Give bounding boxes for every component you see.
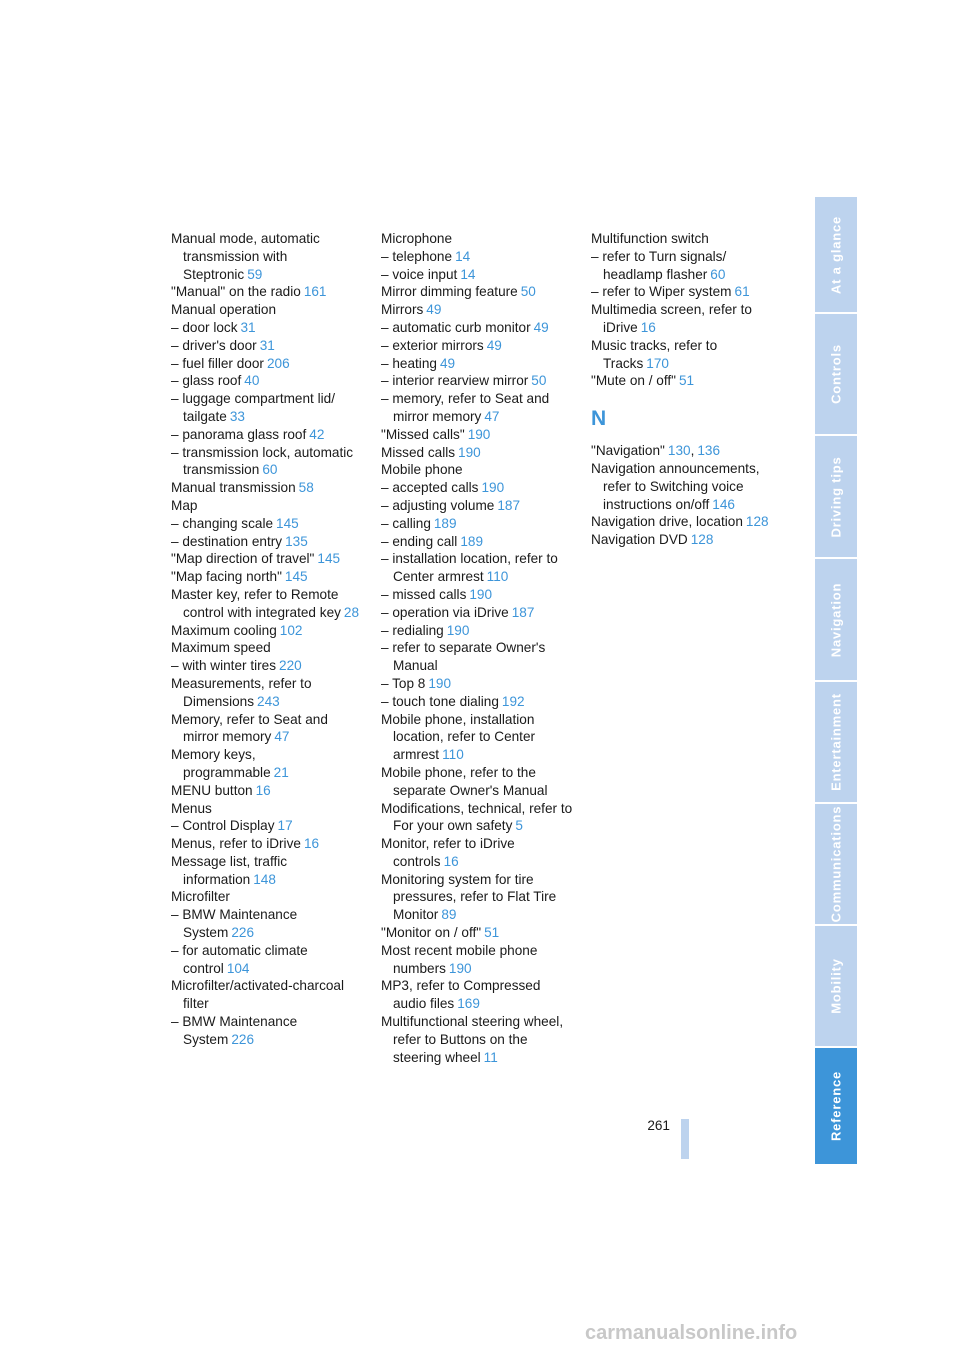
index-entry xyxy=(381,319,573,337)
page-reference-link[interactable]: 16 xyxy=(303,836,320,852)
index-entry xyxy=(381,497,573,515)
index-entry xyxy=(171,479,363,497)
index-entry-text: Missed calls xyxy=(381,444,456,460)
page-reference-link[interactable]: 49 xyxy=(533,319,549,335)
page-number-bar xyxy=(681,1119,689,1159)
page-reference-link[interactable]: 17 xyxy=(277,818,293,834)
page-reference-link[interactable]: 16 xyxy=(443,853,459,869)
index-entry-text: Maximum cooling xyxy=(171,622,277,638)
index-entry xyxy=(381,301,573,319)
index-entry xyxy=(171,497,363,515)
page-reference-link[interactable]: 42 xyxy=(309,426,325,442)
index-entry-text: Memory keys, programmable xyxy=(171,747,271,780)
index-entry-text: Mobile phone xyxy=(381,462,463,478)
page-reference-link[interactable]: 189 xyxy=(433,515,457,531)
index-entry xyxy=(171,817,363,835)
index-letter-heading: N xyxy=(591,407,607,431)
index-entry-text: "Mute on / off" xyxy=(591,373,676,389)
index-entry xyxy=(171,355,363,373)
page-reference-link[interactable]: 49 xyxy=(439,355,456,371)
page-reference-link[interactable]: 192 xyxy=(501,693,525,709)
page-reference-link[interactable]: 31 xyxy=(240,319,256,335)
page-reference-link[interactable]: 130 xyxy=(667,443,691,459)
index-entry xyxy=(381,604,573,622)
section-tab-driving-tips[interactable] xyxy=(815,436,857,559)
index-entry xyxy=(171,835,363,853)
page-reference-link[interactable]: 49 xyxy=(426,302,442,318)
index-entry-text: – interior rearview mirror xyxy=(381,373,529,389)
page-reference-link[interactable]: 226 xyxy=(231,925,255,941)
index-entry xyxy=(381,924,573,942)
watermark: carmanualsonline.info xyxy=(585,1322,798,1344)
index-entry xyxy=(381,461,573,479)
index-entry-text: – heating xyxy=(381,355,437,371)
index-entry-text: Maximum speed xyxy=(171,640,271,656)
index-entry-text: "Map facing north" xyxy=(171,569,282,585)
index-entry xyxy=(381,230,573,248)
index-entry xyxy=(171,426,363,444)
page-reference-link[interactable]: 47 xyxy=(484,408,500,424)
page-reference-link[interactable]: 148 xyxy=(253,871,276,887)
index-entry xyxy=(381,622,573,640)
index-entry xyxy=(171,977,363,1013)
index-entry-text: – missed calls xyxy=(381,586,467,602)
index-entry xyxy=(381,372,573,390)
index-entry xyxy=(171,533,363,551)
page-reference-link[interactable]: 243 xyxy=(257,693,280,709)
index-entry xyxy=(171,906,363,942)
page-reference-link[interactable]: 31 xyxy=(259,337,275,353)
page-reference-link[interactable]: 110 xyxy=(442,747,464,763)
index-entry xyxy=(591,230,783,248)
index-entry xyxy=(381,515,573,533)
index-entry xyxy=(381,835,573,871)
index-entry-text: Manual transmission xyxy=(171,480,296,496)
page-reference-link[interactable]: 61 xyxy=(734,284,750,300)
index-entry-text: Map xyxy=(171,497,198,513)
index-entry xyxy=(171,1013,363,1049)
index-entry-text: Navigation drive, location xyxy=(591,514,743,530)
section-tab-label: Navigation xyxy=(828,582,844,657)
index-entry xyxy=(381,355,573,373)
page-reference-link[interactable]: 47 xyxy=(274,729,290,745)
section-tab-controls[interactable] xyxy=(815,314,857,436)
page-reference-link[interactable]: 220 xyxy=(279,658,302,674)
index-entry xyxy=(171,568,363,586)
index-entry xyxy=(381,426,573,444)
index-entry-text: – calling xyxy=(381,515,431,531)
index-entry xyxy=(381,266,573,284)
page-reference-link[interactable]: 190 xyxy=(469,586,493,602)
page-reference-link[interactable]: 21 xyxy=(273,764,289,780)
index-entry-text: "Manual" on the radio xyxy=(171,284,301,300)
page-reference-link[interactable]: 190 xyxy=(467,426,491,442)
index-entry xyxy=(381,977,573,1013)
index-entry-text: Monitoring system for tire pressures, refer to Flat Tire Monitor xyxy=(381,871,557,923)
page-reference-link[interactable]: 104 xyxy=(226,960,250,976)
index-entry-text: – memory, refer to Seat and mirror memory xyxy=(381,391,550,424)
index-entry xyxy=(381,444,573,462)
index-entry xyxy=(171,942,363,978)
index-entry-text: – voice input xyxy=(381,266,458,282)
section-tab-label: Communications xyxy=(828,805,844,923)
index-entry-text: – Control Display xyxy=(171,818,275,834)
index-entry-text: – door lock xyxy=(171,319,238,335)
index-entry-text: Modifications, technical, refer to For your own safety xyxy=(381,800,573,834)
index-entry xyxy=(381,283,573,301)
section-tab-label: At a glance xyxy=(828,215,844,294)
index-entry-text: Mobile phone, installation location, refer to Center armrest xyxy=(381,711,536,763)
section-tab-navigation[interactable] xyxy=(815,559,857,682)
page-reference-link[interactable]: 5 xyxy=(515,818,523,834)
index-entry xyxy=(381,693,573,711)
index-entry xyxy=(171,657,363,675)
index-entry xyxy=(381,942,573,978)
page-reference-link[interactable]: 226 xyxy=(231,1031,255,1047)
index-entry-text: Menus xyxy=(171,800,212,816)
index-entry xyxy=(381,764,573,800)
page-reference-link[interactable]: 40 xyxy=(244,373,260,389)
index-entry-text: Navigation announcements, refer to Switching voice instructions on/off xyxy=(591,460,760,512)
page-reference-link[interactable]: 16 xyxy=(640,319,656,335)
page-reference-link[interactable]: 145 xyxy=(284,569,308,585)
page-reference-link[interactable]: 110 xyxy=(486,569,509,585)
index-entry xyxy=(381,337,573,355)
index-entry-text: "Monitor on / off" xyxy=(381,925,482,941)
index-entry-text: – driver's door xyxy=(171,337,257,353)
index-entry xyxy=(381,550,573,586)
page-reference-link[interactable]: 136 xyxy=(697,443,721,459)
index-entry-text: Memory, refer to Seat and mirror memory xyxy=(171,711,328,745)
index-entry xyxy=(591,531,783,549)
index-entry xyxy=(591,301,783,337)
index-entry xyxy=(171,800,363,818)
page-reference-link[interactable]: 28 xyxy=(343,604,360,620)
page-reference-link[interactable]: 206 xyxy=(266,355,290,371)
index-entry xyxy=(171,639,363,657)
index-entry-text: – glass roof xyxy=(171,373,242,389)
index-entry xyxy=(381,871,573,924)
page-reference-link[interactable]: 51 xyxy=(678,373,695,389)
page-reference-link[interactable]: 189 xyxy=(460,533,484,549)
page-reference-link[interactable]: 187 xyxy=(511,604,535,620)
page-reference-link[interactable]: 190 xyxy=(446,622,470,638)
index-entry-text: – with winter tires xyxy=(171,658,277,674)
section-tab-label: Controls xyxy=(828,344,844,404)
index-entry-text: – destination entry xyxy=(171,533,283,549)
index-entry xyxy=(381,1013,573,1066)
index-entry-text: "Navigation" xyxy=(591,443,665,459)
index-entry-text: – ending call xyxy=(381,533,458,549)
index-entry xyxy=(171,301,363,319)
page-reference-link[interactable]: 49 xyxy=(486,337,502,353)
index-entry-text: Manual operation xyxy=(171,302,277,318)
index-entry-text: Multifunction switch xyxy=(591,231,709,246)
index-entry xyxy=(381,248,573,266)
page-reference-link[interactable]: 59 xyxy=(247,266,263,282)
index-entry-text: Master key, refer to Remote control with integrated key xyxy=(171,586,341,620)
index-entry: "Navigation" 130, 136 xyxy=(591,443,721,459)
page-reference-link[interactable]: 60 xyxy=(710,266,726,282)
index-entry-text: – telephone xyxy=(381,248,453,264)
page-reference-link[interactable]: 51 xyxy=(484,925,500,941)
index-entry xyxy=(591,337,783,373)
index-entry-text: – installation location, refer to Center armrest xyxy=(381,551,558,585)
index-entry-text: – accepted calls xyxy=(381,480,479,496)
index-entry xyxy=(381,586,573,604)
page-reference-link[interactable]: 190 xyxy=(481,480,505,496)
index-entry-text: – touch tone dialing xyxy=(381,693,499,709)
page-reference-link[interactable]: 135 xyxy=(285,533,308,549)
index-entry xyxy=(171,746,363,782)
index-entry-text: Multifunctional steering wheel, refer to Buttons on the steering wheel xyxy=(381,1014,564,1065)
index-column-2 xyxy=(381,230,573,1066)
index-entry-text: MENU button xyxy=(171,782,253,798)
page-reference-link[interactable]: 128 xyxy=(690,532,714,548)
index-entry-text: Microphone xyxy=(381,231,453,246)
index-entry-text: – changing scale xyxy=(171,515,274,531)
index-entry-text: Manual mode, automatic transmission with Steptronic xyxy=(171,231,320,282)
index-entry-text: Multimedia screen, refer to iDrive xyxy=(591,302,752,335)
index-entry-text: Menus, refer to iDrive xyxy=(171,836,301,852)
index-entry-text: – panorama glass roof xyxy=(171,426,307,442)
section-tab-at-a-glance[interactable] xyxy=(815,197,857,314)
index-entry-text: Mobile phone, refer to the separate Owner's Manual xyxy=(381,764,548,798)
index-entry xyxy=(171,283,363,301)
page-reference-link[interactable]: 50 xyxy=(531,373,547,389)
index-entry xyxy=(381,800,573,836)
index-entry-text: – operation via iDrive xyxy=(381,604,509,620)
index-entry-text: Mirror dimming feature xyxy=(381,284,518,300)
page-reference-link[interactable]: 14 xyxy=(455,248,471,264)
page-reference-link[interactable]: 170 xyxy=(646,355,669,371)
index-entry-text: – transmission lock, automatic transmission xyxy=(171,444,354,478)
index-entry-text: "Missed calls" xyxy=(381,426,465,442)
page-reference-link[interactable]: 33 xyxy=(229,408,245,424)
index-entry-text: – refer to Wiper system xyxy=(591,284,732,300)
index-entry-text: – exterior mirrors xyxy=(381,337,484,353)
index-entry-text: MP3, refer to Compressed audio files xyxy=(381,978,541,1012)
index-entry-text: Microfilter xyxy=(171,889,230,905)
page-reference-link[interactable]: 50 xyxy=(520,284,536,300)
section-tab-label: Entertainment xyxy=(828,693,844,791)
index-entry xyxy=(171,337,363,355)
page-reference-link[interactable]: 190 xyxy=(448,960,472,976)
page-reference-link[interactable]: 60 xyxy=(262,462,278,478)
page-reference-link[interactable]: 169 xyxy=(457,996,480,1012)
page-number: 261 xyxy=(647,1118,670,1133)
page-reference-link[interactable]: 161 xyxy=(303,284,327,300)
index-entry xyxy=(171,444,363,480)
page-reference-link[interactable]: 187 xyxy=(497,497,521,513)
index-entry xyxy=(171,782,363,800)
index-entry-text: – redialing xyxy=(381,622,444,638)
index-column-3 xyxy=(591,230,783,549)
index-entry-text: Monitor, refer to iDrive controls xyxy=(381,836,515,869)
page-reference-link[interactable]: 102 xyxy=(279,622,303,638)
index-entry xyxy=(171,888,363,906)
page-reference-link[interactable]: 14 xyxy=(460,266,476,282)
index-entry xyxy=(171,711,363,747)
section-tabs xyxy=(815,197,857,1166)
section-tab-label: Driving tips xyxy=(828,455,844,538)
index-entry-text: – Top 8 xyxy=(381,675,426,691)
index-entry xyxy=(381,390,573,426)
index-entry-text: – BMW Maintenance System xyxy=(171,1014,298,1047)
index-entry-text: Message list, traffic information xyxy=(171,853,288,887)
index-entry-text: – refer to Turn signals/ headlamp flasher xyxy=(591,248,727,282)
section-tab-communications[interactable] xyxy=(815,804,857,926)
page-reference-link[interactable]: 11 xyxy=(483,1049,498,1065)
index-entry xyxy=(171,319,363,337)
index-entry xyxy=(171,230,363,283)
index-entry xyxy=(171,622,363,640)
index-entry-text: Measurements, refer to Dimensions xyxy=(171,675,312,709)
index-entry-text: Most recent mobile phone numbers xyxy=(381,942,538,976)
section-tab-label: Reference xyxy=(828,1070,844,1142)
page-reference-link[interactable]: 190 xyxy=(458,444,481,460)
index-entry xyxy=(381,479,573,497)
index-entry xyxy=(171,550,363,568)
page-reference-link[interactable]: 190 xyxy=(428,675,452,691)
index-entry xyxy=(591,283,783,301)
index-entry xyxy=(171,515,363,533)
index-entry xyxy=(381,675,573,693)
section-tab-entertainment[interactable] xyxy=(815,682,857,804)
index-entry-text: "Map direction of travel" xyxy=(171,551,315,567)
page-reference-link[interactable]: 89 xyxy=(441,907,457,923)
section-tab-reference[interactable] xyxy=(815,1048,857,1166)
index-entry-text: – for automatic climate control xyxy=(171,942,308,976)
section-tab-mobility[interactable] xyxy=(815,926,857,1048)
page-reference-link[interactable]: 145 xyxy=(317,551,341,567)
index-entry xyxy=(591,248,783,284)
index-entry-text: Microfilter/activated-charcoal filter xyxy=(171,978,345,1012)
page-reference-link[interactable]: 58 xyxy=(298,480,314,496)
page-reference-link[interactable]: 16 xyxy=(255,782,271,798)
index-entry-text: Music tracks, refer to Tracks xyxy=(591,337,718,371)
index-entry xyxy=(171,586,363,622)
index-entry-text: – automatic curb monitor xyxy=(381,319,531,335)
index-entry xyxy=(591,513,783,531)
index-entry-text: Mirrors xyxy=(381,302,424,318)
index-entry xyxy=(171,372,363,390)
index-entry xyxy=(381,639,573,675)
index-entry xyxy=(171,675,363,711)
page-reference-link[interactable]: 128 xyxy=(745,514,769,530)
section-tab-label: Mobility xyxy=(828,958,844,1014)
index-entry-text: – BMW Maintenance System xyxy=(171,907,298,941)
index-column-1 xyxy=(171,230,363,1049)
page-reference-link[interactable]: 146 xyxy=(712,496,735,512)
index-entry xyxy=(591,372,783,390)
index-entry-text: – refer to separate Owner's Manual xyxy=(381,640,546,674)
index-entry xyxy=(171,390,363,426)
page-reference-link[interactable]: 145 xyxy=(276,515,299,531)
index-entry-text: – fuel filler door xyxy=(171,355,264,371)
index-entry-text: – adjusting volume xyxy=(381,497,495,513)
index-entry-text: – luggage compartment lid/ tailgate xyxy=(171,391,335,424)
index-entry xyxy=(381,533,573,551)
index-entry-text: Navigation DVD xyxy=(591,532,688,548)
index-entry xyxy=(381,711,573,764)
index-entry xyxy=(591,460,783,513)
index-entry xyxy=(171,853,363,889)
